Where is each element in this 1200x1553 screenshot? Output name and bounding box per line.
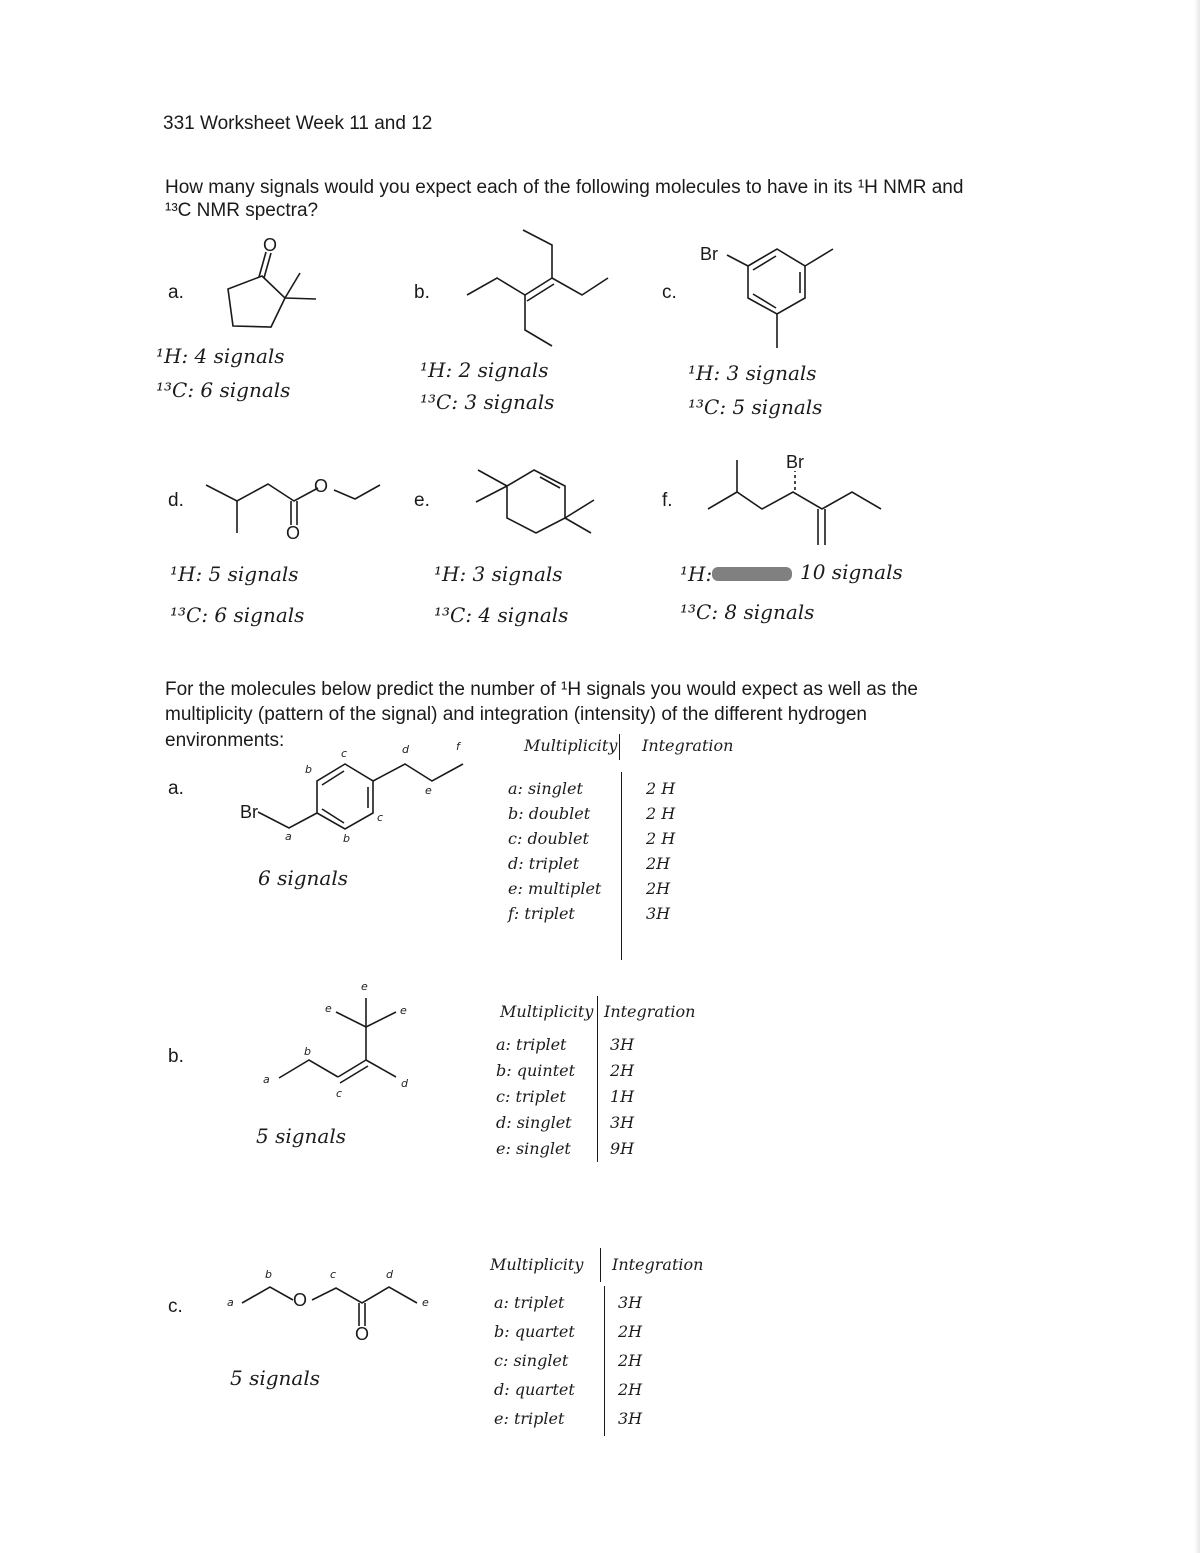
site-label-b: b xyxy=(305,763,312,776)
q2a-mult-e: e: multiplet xyxy=(508,879,602,898)
q2a-signals: 6 signals xyxy=(258,866,349,890)
q2a-mult-c: c: doublet xyxy=(508,829,589,848)
q1-answer-f-c: ¹³C: 8 signals xyxy=(680,600,815,624)
q1-prompt-line2: ¹³C NMR spectra? xyxy=(165,200,319,221)
q2c-integration-list xyxy=(618,1288,642,1433)
q1-label-e: e. xyxy=(414,490,430,511)
site-label-b-c: c xyxy=(336,1087,343,1100)
q1-answer-e-h: ¹H: 3 signals xyxy=(434,562,563,586)
q2-label-b: b. xyxy=(168,1046,184,1067)
q2b-int-b: 2H xyxy=(610,1061,635,1080)
scan-edge xyxy=(1194,0,1200,1553)
q2c-header-multiplicity: Multiplicity xyxy=(490,1255,584,1274)
q1-label-b: b. xyxy=(414,282,430,303)
q2a-header-multiplicity: Multiplicity xyxy=(524,736,618,755)
molecule-a-oxygen: O xyxy=(263,235,278,255)
site-label-c-c: c xyxy=(330,1268,337,1281)
molecule-q2c-carbonyl-oxygen: O xyxy=(355,1324,370,1344)
q2a-int-c: 2 H xyxy=(646,829,676,848)
q1-answer-b-h: ¹H: 2 signals xyxy=(420,358,549,382)
site-label-c-a: a xyxy=(227,1296,234,1309)
q2-prompt-line1: For the molecules below predict the number of ¹H signals you would expect as well as the xyxy=(165,679,918,700)
q2b-signals: 5 signals xyxy=(256,1124,347,1148)
q2a-int-b: 2 H xyxy=(646,804,676,823)
worksheet-title: 331 Worksheet Week 11 and 12 xyxy=(163,113,433,134)
q2a-mult-f: f: triplet xyxy=(508,904,575,923)
q2a-int-f: 3H xyxy=(646,904,671,923)
q2b-int-a: 3H xyxy=(610,1035,635,1054)
q2a-header-integration: Integration xyxy=(642,736,734,755)
q2b-mult-a: a: triplet xyxy=(496,1035,567,1054)
site-label-c-e: e xyxy=(422,1296,429,1309)
site-label-b-a: a xyxy=(263,1073,270,1086)
q1-answer-d-c: ¹³C: 6 signals xyxy=(170,603,305,627)
site-label-b-e-right: e xyxy=(400,1004,407,1017)
q2c-mult-d: d: quartet xyxy=(494,1380,575,1399)
molecule-d-carbonyl-oxygen: O xyxy=(286,523,301,543)
site-label-c-d: d xyxy=(386,1268,393,1281)
q1-answer-f-h-prefix: ¹H: xyxy=(680,562,713,586)
molecule-q2c-ester-oxygen: O xyxy=(293,1290,308,1310)
q2-label-c: c. xyxy=(168,1296,183,1317)
q1-label-f: f. xyxy=(662,490,673,511)
q2a-mult-b: b: doublet xyxy=(508,804,591,823)
site-label-e: e xyxy=(425,784,432,797)
q2b-header-integration: Integration xyxy=(604,1002,696,1021)
q1-answer-c-h: ¹H: 3 signals xyxy=(688,361,817,385)
q1-label-c: c. xyxy=(662,282,677,303)
site-label-b-b: b xyxy=(304,1045,311,1058)
q2a-int-e: 2H xyxy=(646,879,671,898)
site-label-b-e-top: e xyxy=(361,980,368,993)
q2b-mult-b: b: quintet xyxy=(496,1061,576,1080)
q2b-mult-d: d: singlet xyxy=(496,1113,572,1132)
q2c-mult-c: c: singlet xyxy=(494,1351,569,1370)
q2c-int-b: 2H xyxy=(618,1322,643,1341)
site-label-f: f xyxy=(456,740,460,753)
q2b-mult-c: c: triplet xyxy=(496,1087,566,1106)
q2c-header-divider xyxy=(600,1248,601,1282)
site-label-d: d xyxy=(402,743,409,756)
q1-answer-a-h: ¹H: 4 signals xyxy=(156,344,285,368)
q1-answer-e-c: ¹³C: 4 signals xyxy=(434,603,569,627)
q1-answer-c-c: ¹³C: 5 signals xyxy=(688,395,823,419)
q1-answer-a-c: ¹³C: 6 signals xyxy=(156,378,291,402)
q1-label-a: a. xyxy=(168,282,184,303)
q2c-column-divider xyxy=(604,1286,605,1436)
q2c-int-d: 2H xyxy=(618,1380,643,1399)
site-label-b-e-left: e xyxy=(325,1002,332,1015)
q2b-header-multiplicity: Multiplicity xyxy=(500,1002,594,1021)
q2b-int-d: 3H xyxy=(610,1113,635,1132)
q2b-int-c: 1H xyxy=(610,1087,635,1106)
q2a-mult-d: d: triplet xyxy=(508,854,580,873)
q2c-int-e: 3H xyxy=(618,1409,643,1428)
q2-label-a: a. xyxy=(168,778,184,799)
q2c-mult-b: b: quartet xyxy=(494,1322,575,1341)
site-label-a: a xyxy=(285,830,292,843)
q2a-mult-a: a: singlet xyxy=(508,779,583,798)
q1-label-d: d. xyxy=(168,490,184,511)
q2-prompt-line2: multiplicity (pattern of the signal) and integration (intensity) of the different hydrogen xyxy=(165,704,867,725)
q2a-int-d: 2H xyxy=(646,854,671,873)
q2c-mult-e: e: triplet xyxy=(494,1409,565,1428)
site-label-c-b: b xyxy=(265,1268,272,1281)
q2b-mult-e: e: singlet xyxy=(496,1139,571,1158)
site-label-b-d: d xyxy=(401,1077,408,1090)
q1-prompt-line1: How many signals would you expect each of the following molecules to have in its ¹H NMR and xyxy=(165,177,964,198)
q1-answer-f-h: 10 signals xyxy=(800,560,903,584)
q1-answer-d-h: ¹H: 5 signals xyxy=(170,562,299,586)
q2c-int-c: 2H xyxy=(618,1351,643,1370)
q2c-mult-a: a: triplet xyxy=(494,1293,565,1312)
site-label-c: c xyxy=(341,747,348,760)
q1-answer-b-c: ¹³C: 3 signals xyxy=(420,390,555,414)
molecule-f-bromine: Br xyxy=(786,452,804,472)
molecule-c-bromine: Br xyxy=(700,244,718,264)
q2c-multiplicity-list xyxy=(494,1288,575,1433)
q2c-header-integration: Integration xyxy=(612,1255,704,1274)
molecule-d-ester-oxygen: O xyxy=(314,476,329,496)
q2b-int-e: 9H xyxy=(610,1139,635,1158)
q2a-int-a: 2 H xyxy=(646,779,676,798)
site-label-c2: c xyxy=(377,811,384,824)
site-label-b2: b xyxy=(343,832,350,845)
q2-prompt-line3: environments: xyxy=(165,730,285,751)
q2c-signals: 5 signals xyxy=(230,1366,321,1390)
molecule-q2a-bromine: Br xyxy=(240,802,258,822)
q2c-int-a: 3H xyxy=(618,1293,643,1312)
